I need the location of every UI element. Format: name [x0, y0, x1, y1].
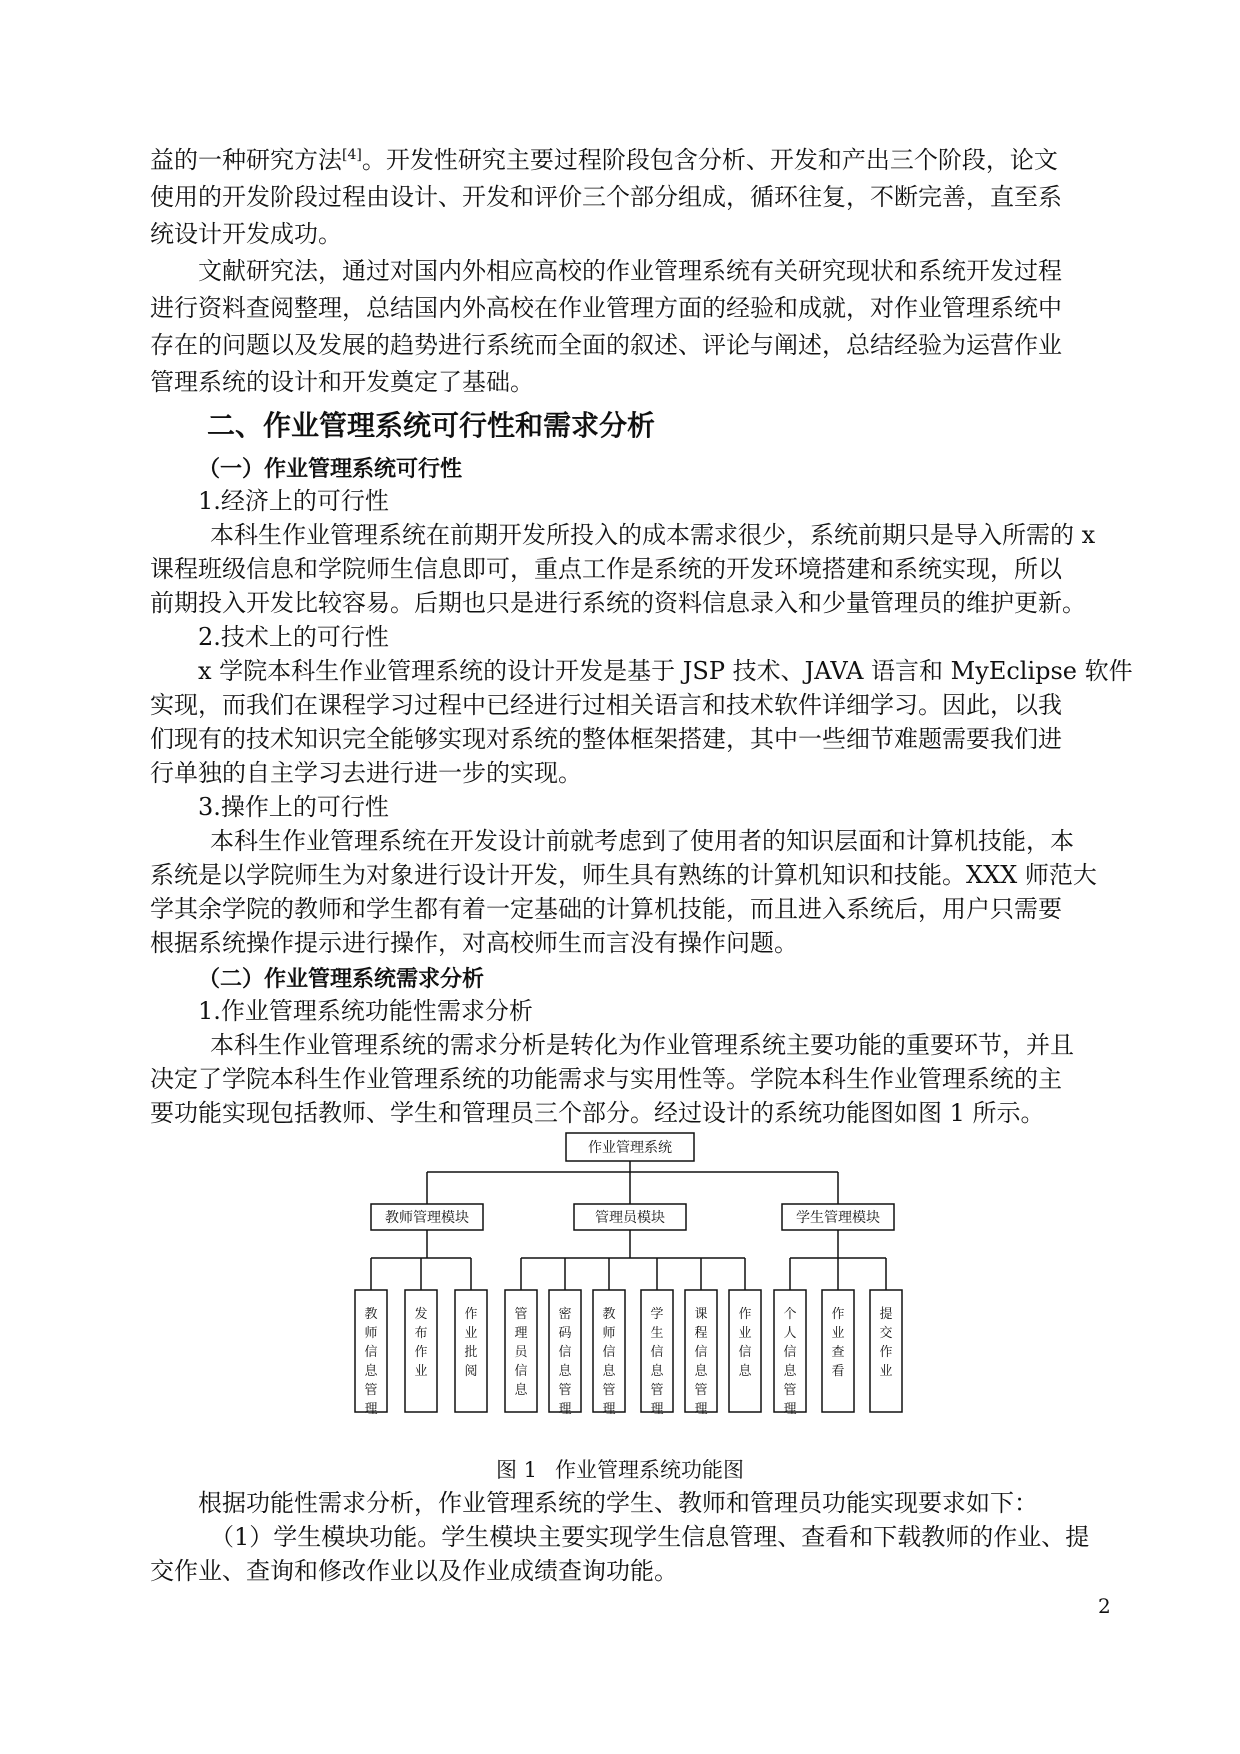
leaf-label: 教师信息管理 [364, 1307, 378, 1417]
figure-caption: 图 1 作业管理系统功能图 [495, 1458, 745, 1482]
section-heading: 二、作业管理系统可行性和需求分析 [207, 409, 656, 442]
paragraph-line: 存在的问题以及发展的趋势进行系统而全面的叙述、评论与阐述，总结经验为运营作业 [150, 331, 1062, 359]
paragraph-line: 系统是以学院师生为对象进行设计开发，师生具有熟练的计算机知识和技能。XXX 师范大 [150, 861, 1097, 889]
leaf-label: 课程信息管理 [694, 1307, 708, 1417]
paragraph-line: 使用的开发阶段过程由设计、开发和评价三个部分组成，循环往复，不断完善，直至系 [150, 183, 1062, 211]
paragraph-line: 交作业、查询和修改作业以及作业成绩查询功能。 [150, 1557, 678, 1585]
root-label: 作业管理系统 [588, 1140, 672, 1156]
leaf-label: 密码信息管理 [558, 1307, 572, 1417]
paragraph-line: 本科生作业管理系统在前期开发所投入的成本需求很少，系统前期只是导入所需的 x [210, 521, 1096, 549]
paragraph-line: 本科生作业管理系统的需求分析是转化为作业管理系统主要功能的重要环节，并且 [210, 1031, 1074, 1059]
paragraph-line: 本科生作业管理系统在开发设计前就考虑到了使用者的知识层面和计算机技能，本 [210, 827, 1074, 855]
paragraph-line: 进行资料查阅整理，总结国内外高校在作业管理方面的经验和成就，对作业管理系统中 [150, 294, 1062, 322]
paragraph-line: 决定了学院本科生作业管理系统的功能需求与实用性等。学院本科生作业管理系统的主 [150, 1065, 1062, 1093]
citation-ref[interactable]: [4] [342, 147, 362, 163]
subsection-heading: （一）作业管理系统可行性 [198, 457, 463, 482]
paragraph-line: 们现有的技术知识完全能够实现对系统的整体框架搭建，其中一些细节难题需要我们进 [150, 725, 1062, 753]
paragraph-line: （1）学生模块功能。学生模块主要实现学生信息管理、查看和下载教师的作业、提 [210, 1523, 1090, 1551]
paragraph-line: 学其余学院的教师和学生都有着一定基础的计算机技能，而且进入系统后，用户只需要 [150, 895, 1062, 923]
leaf-label: 教师信息管理 [602, 1307, 616, 1417]
paragraph-line: 文献研究法，通过对国内外相应高校的作业管理系统有关研究现状和系统开发过程 [198, 257, 1062, 285]
leaf-label: 作业信息 [738, 1307, 752, 1379]
paragraph-line: 根据功能性需求分析，作业管理系统的学生、教师和管理员功能实现要求如下： [198, 1489, 1038, 1517]
leaf-label: 管理员信息 [514, 1307, 528, 1398]
sub-item-heading: 1.经济上的可行性 [198, 487, 389, 515]
module-label: 教师管理模块 [385, 1210, 469, 1226]
sub-item-heading: 2.技术上的可行性 [198, 623, 389, 651]
paragraph-line: 实现，而我们在课程学习过程中已经进行过相关语言和技术软件详细学习。因此，以我 [150, 691, 1062, 719]
leaf-label: 作业查看 [831, 1307, 845, 1379]
leaf-label: 个人信息管理 [783, 1307, 797, 1417]
module-label: 学生管理模块 [796, 1210, 880, 1226]
module-label: 管理员模块 [595, 1210, 665, 1226]
paragraph-line: 要功能实现包括教师、学生和管理员三个部分。经过设计的系统功能图如图 1 所示。 [150, 1099, 1045, 1127]
page-number: 2 [1098, 1594, 1111, 1618]
leaf-label: 提交作业 [879, 1307, 893, 1379]
paragraph-line: 根据系统操作提示进行操作，对高校师生而言没有操作问题。 [150, 929, 798, 957]
subsection-heading: （二）作业管理系统需求分析 [198, 967, 485, 992]
leaf-label: 作业批阅 [464, 1307, 478, 1379]
paragraph-line: 统设计开发成功。 [150, 220, 342, 248]
paragraph-line: 前期投入开发比较容易。后期也只是进行系统的资料信息录入和少量管理员的维护更新。 [150, 589, 1086, 617]
sub-item-heading: 1.作业管理系统功能性需求分析 [198, 997, 533, 1025]
leaf-label: 发布作业 [414, 1307, 428, 1379]
paragraph-line: 行单独的自主学习去进行进一步的实现。 [150, 759, 582, 787]
sub-item-heading: 3.操作上的可行性 [198, 793, 389, 821]
leaf-label: 学生信息管理 [650, 1307, 664, 1417]
paragraph-line: 管理系统的设计和开发奠定了基础。 [150, 368, 534, 396]
paragraph-line: 课程班级信息和学院师生信息即可，重点工作是系统的开发环境搭建和系统实现，所以 [150, 555, 1062, 583]
paragraph-line: x 学院本科生作业管理系统的设计开发是基于 JSP 技术、JAVA 语言和 MyEclipse 软件 [198, 657, 1133, 685]
paragraph-line: 益的一种研究方法[4]。开发性研究主要过程阶段包含分析、开发和产出三个阶段，论文 [150, 146, 1058, 174]
